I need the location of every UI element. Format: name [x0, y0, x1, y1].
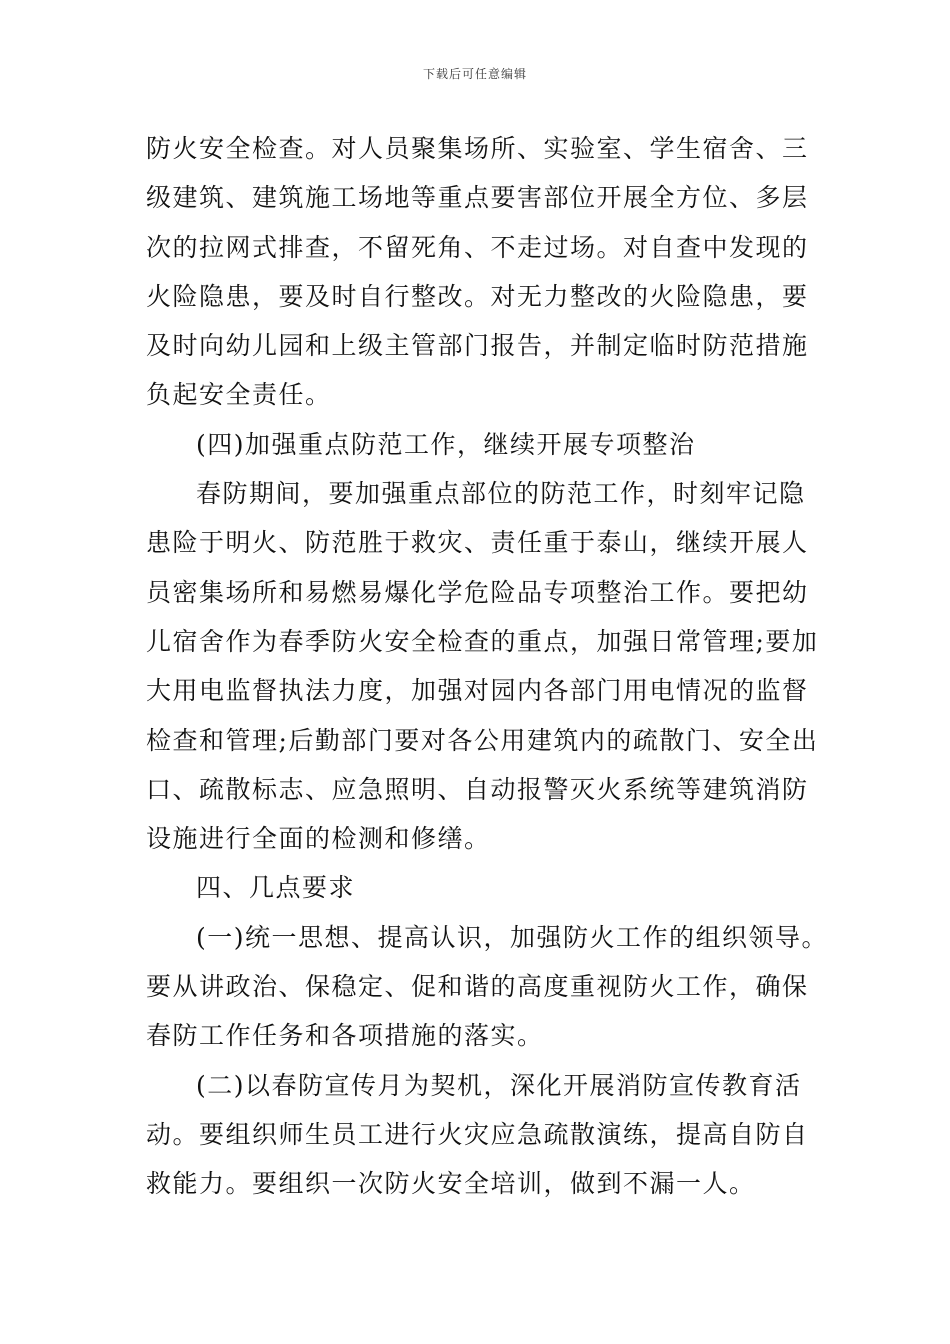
text-line: 大用电监督执法力度，加强对园内各部门用电情况的监督 [146, 676, 809, 706]
text-line: 儿宿舍作为春季防火安全检查的重点，加强日常管理;要加 [146, 626, 819, 656]
text-line: 级建筑、建筑施工场地等重点要害部位开展全方位、多层 [146, 183, 809, 213]
text-line: 及时向幼儿园和上级主管部门报告，并制定临时防范措施 [146, 331, 809, 361]
text-line: 春防工作任务和各项措施的落实。 [146, 1021, 544, 1051]
text-line: 员密集场所和易燃易爆化学危险品专项整治工作。要把幼 [146, 577, 809, 607]
text-line: 要从讲政治、保稳定、促和谐的高度重视防火工作，确保 [146, 972, 809, 1002]
text-line: 负起安全责任。 [146, 380, 332, 410]
text-line: 检查和管理;后勤部门要对各公用建筑内的疏散门、安全出 [146, 725, 819, 755]
section-heading: 四、几点要求 [196, 873, 356, 903]
text-line: 防火安全检查。对人员聚集场所、实验室、学生宿舍、三 [146, 134, 809, 163]
page-header-note: 下载后可任意编辑 [422, 67, 527, 81]
section-heading: (四)加强重点防范工作，继续开展专项整治 [196, 429, 696, 459]
text-line: 口、疏散标志、应急照明、自动报警灭火系统等建筑消防 [146, 774, 809, 804]
paragraph-start: (二)以春防宣传月为契机，深化开展消防宣传教育活 [196, 1070, 802, 1100]
text-line: 次的拉网式排查，不留死角、不走过场。对自查中发现的 [146, 232, 809, 262]
paragraph-start: (一)统一思想、提高认识，加强防火工作的组织领导。 [196, 922, 829, 952]
paragraph-start: 春防期间，要加强重点部位的防范工作，时刻牢记隐 [196, 479, 806, 509]
text-line: 救能力。要组织一次防火安全培训，做到不漏一人。 [146, 1169, 756, 1199]
text-line: 动。要组织师生员工进行火灾应急疏散演练，提高自防自 [146, 1119, 809, 1149]
document-body [146, 124, 829, 1209]
text-line: 患险于明火、防范胜于救灾、责任重于泰山，继续开展人 [146, 528, 809, 558]
text-line: 设施进行全面的检测和修缮。 [146, 824, 491, 854]
text-line: 火险隐患，要及时自行整改。对无力整改的火险隐患，要 [146, 281, 809, 311]
